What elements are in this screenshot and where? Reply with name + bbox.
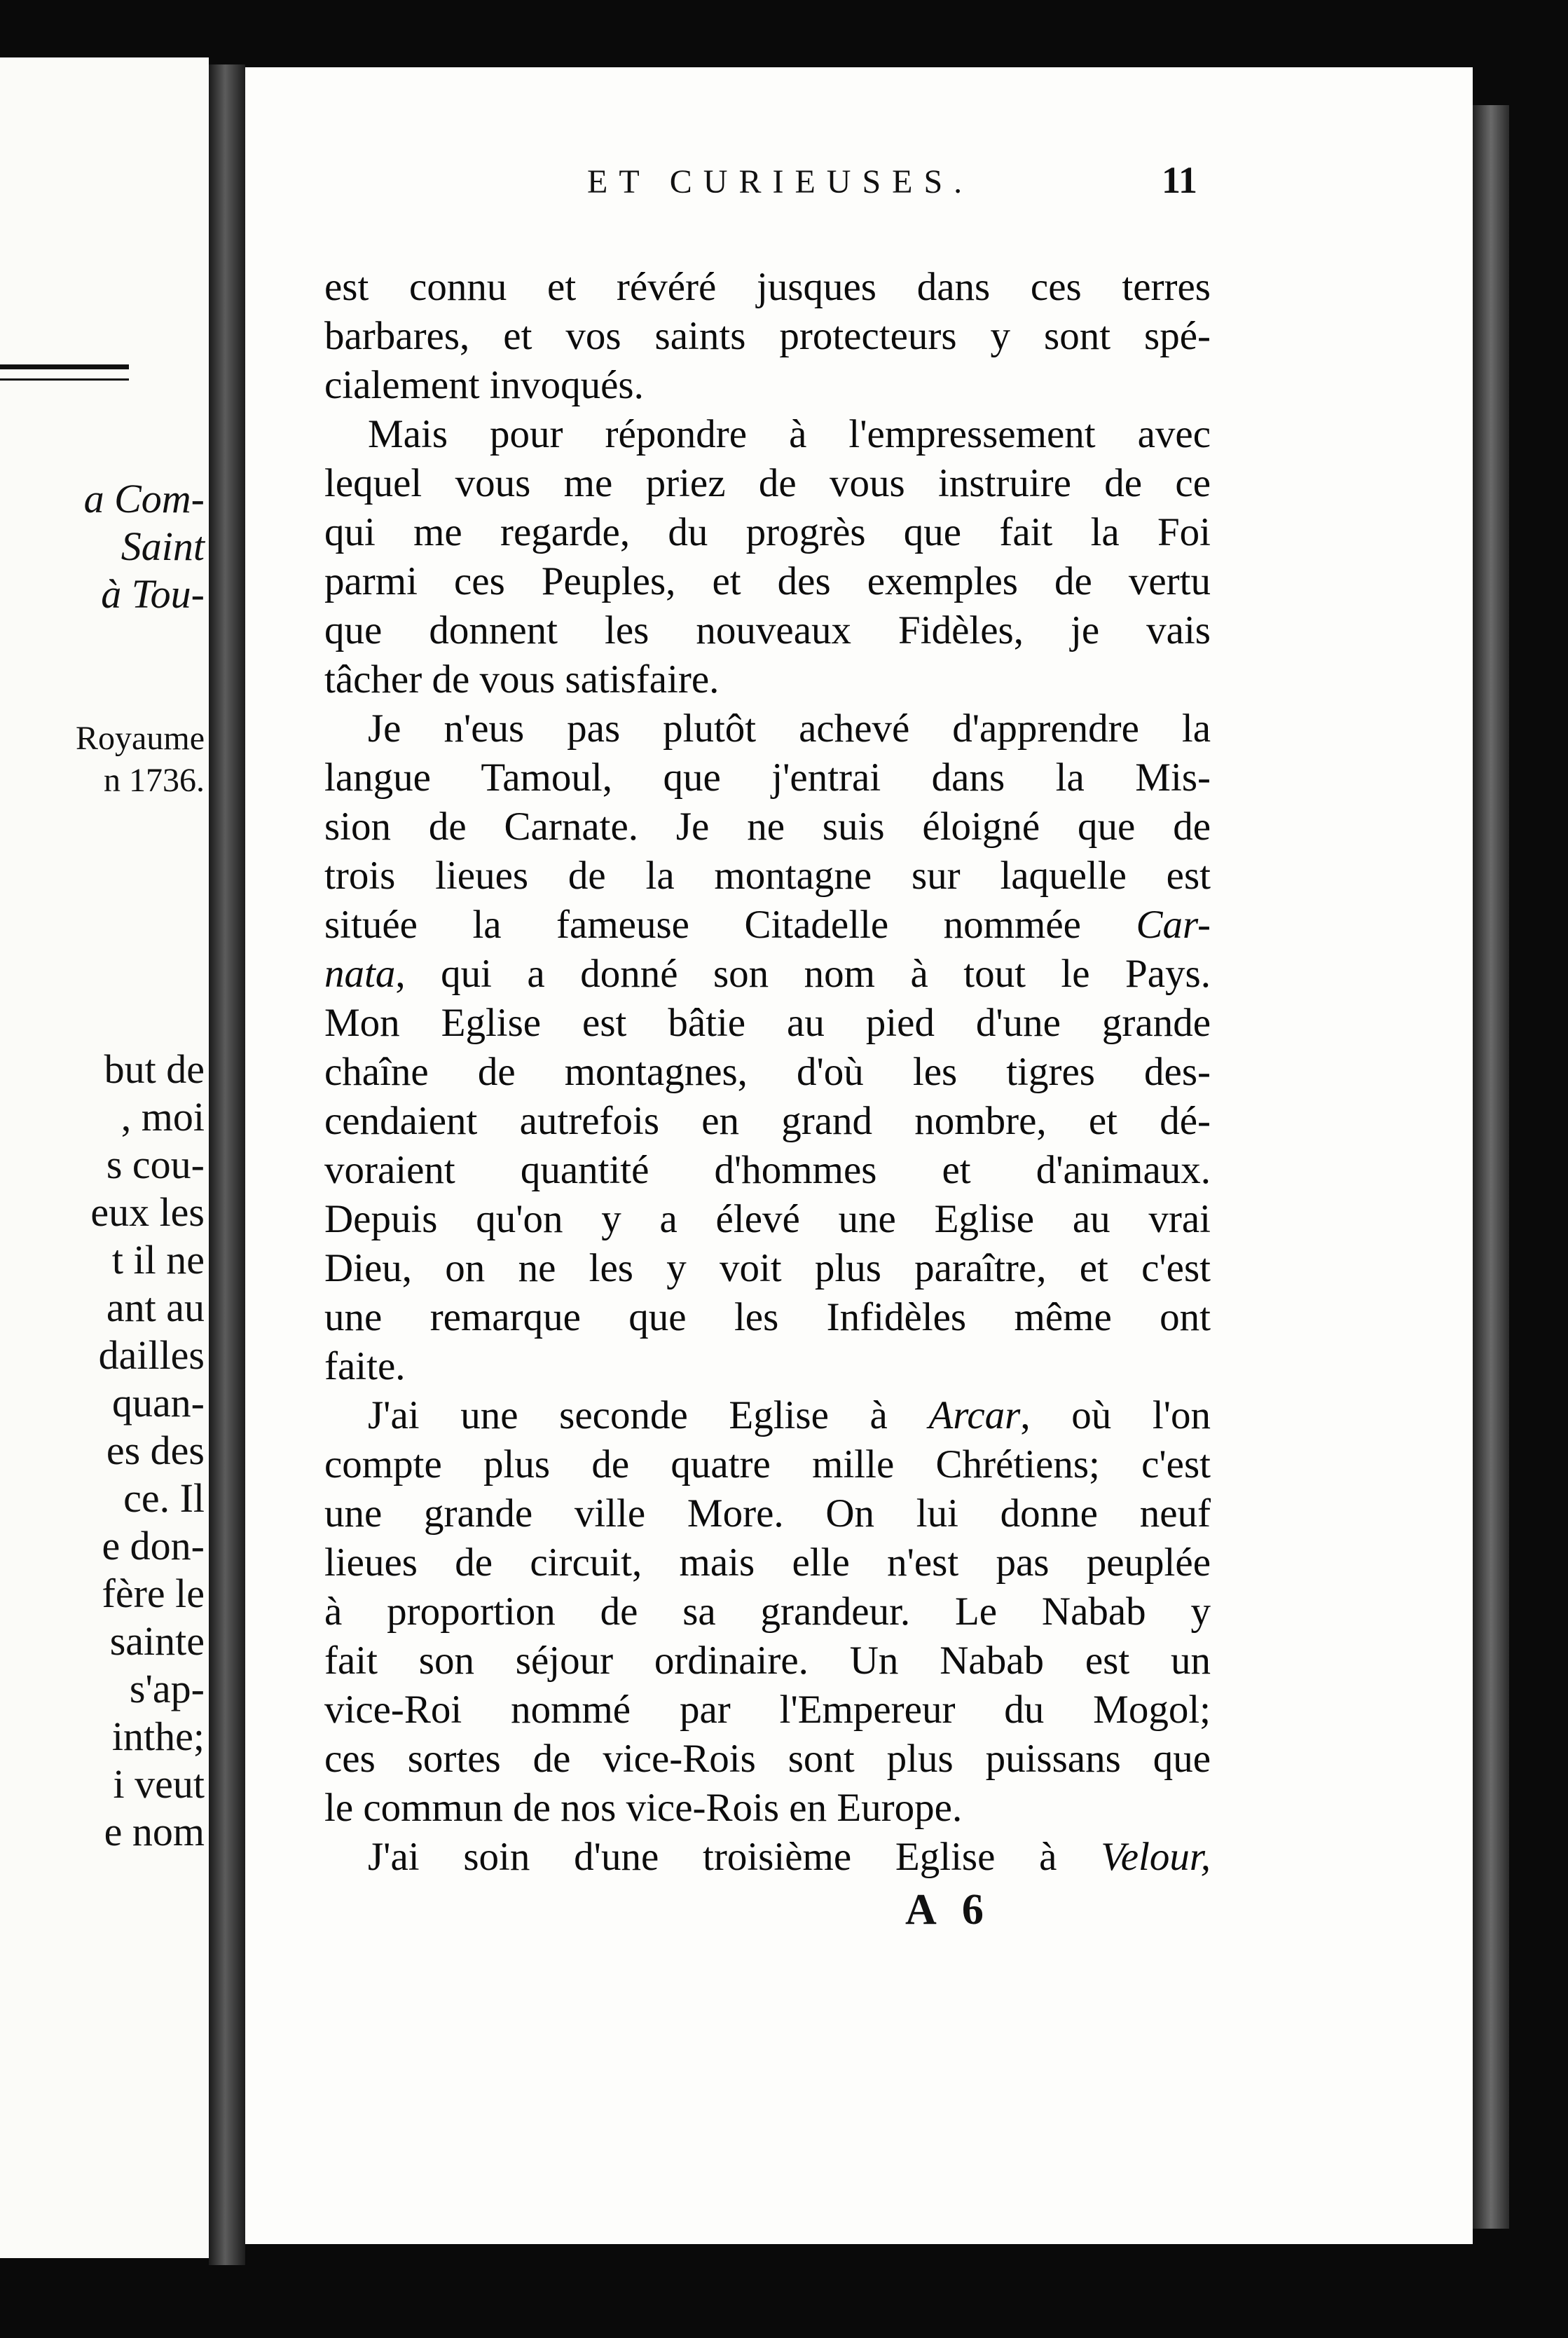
left-line: a Com- bbox=[83, 476, 205, 521]
left-line: s cou- bbox=[106, 1142, 205, 1187]
text-line: barbares, et vos saints protecteurs y sont spé- bbox=[324, 314, 1211, 358]
text-line: voraient quantité d'hommes et d'animaux. bbox=[324, 1148, 1211, 1192]
text-line: cendaient autrefois en grand nombre, et dé- bbox=[324, 1099, 1211, 1143]
text-line: à proportion de sa grandeur. Le Nabab y bbox=[324, 1590, 1211, 1634]
text-line: cialement invoqués. bbox=[324, 363, 644, 407]
left-line: ant au bbox=[106, 1285, 205, 1330]
running-head: ET CURIEUSES. bbox=[587, 163, 974, 200]
page-edge-shadow bbox=[1473, 105, 1509, 2229]
text-line: tâcher de vous satisfaire. bbox=[324, 657, 720, 702]
text-line: trois lieues de la montagne sur laquelle est bbox=[324, 854, 1211, 898]
text-line: J'ai une seconde Eglise à Arcar, où l'on bbox=[368, 1393, 1211, 1437]
left-line: à Tou- bbox=[101, 571, 205, 617]
previous-page-fragment bbox=[0, 57, 209, 2258]
text-line: Mon Eglise est bâtie au pied d'une grande bbox=[324, 1001, 1211, 1045]
text-line: une grande ville More. On lui donne neuf bbox=[324, 1491, 1211, 1536]
left-line: fère le bbox=[102, 1571, 205, 1616]
text-line: est connu et révéré jusques dans ces terres bbox=[324, 265, 1211, 309]
text-line: lieues de circuit, mais elle n'est pas peuplée bbox=[324, 1540, 1211, 1585]
text-line: Depuis qu'on y a élevé une Eglise au vrai bbox=[324, 1197, 1211, 1241]
text-line: située la fameuse Citadelle nommée Car- bbox=[324, 903, 1211, 947]
left-line: n 1736. bbox=[104, 762, 205, 799]
left-line: dailles bbox=[98, 1332, 205, 1378]
text-line: compte plus de quatre mille Chrétiens; c'est bbox=[324, 1442, 1211, 1486]
left-line: Saint bbox=[121, 524, 205, 569]
text-line: sion de Carnate. Je ne suis éloigné que de bbox=[324, 805, 1211, 849]
text-line: vice-Roi nommé par l'Empereur du Mogol; bbox=[324, 1688, 1211, 1732]
left-line: ce. Il bbox=[123, 1475, 205, 1521]
text-line: Je n'eus pas plutôt achevé d'apprendre la bbox=[368, 706, 1211, 751]
left-line: Royaume bbox=[76, 720, 205, 757]
left-line: s'ap- bbox=[129, 1666, 205, 1711]
body-text bbox=[324, 263, 1211, 1882]
left-line: sainte bbox=[109, 1618, 205, 1664]
page-number: 11 bbox=[1162, 159, 1198, 201]
text-line: faite. bbox=[324, 1344, 406, 1388]
text-line: une remarque que les Infidèles même ont bbox=[324, 1295, 1211, 1339]
text-line: Dieu, on ne les y voit plus paraître, et c'est bbox=[324, 1246, 1211, 1290]
text-line: qui me regarde, du progrès que fait la Foi bbox=[324, 510, 1211, 554]
text-line: que donnent les nouveaux Fidèles, je vais bbox=[324, 608, 1211, 652]
left-line: es des bbox=[106, 1428, 205, 1473]
text-line: Mais pour répondre à l'empressement avec bbox=[368, 412, 1211, 456]
left-line: eux les bbox=[90, 1189, 205, 1235]
signature-mark: A 6 bbox=[905, 1886, 992, 1934]
text-line: ces sortes de vice-Rois sont plus puissans que bbox=[324, 1737, 1211, 1781]
text-line: le commun de nos vice-Rois en Europe. bbox=[324, 1786, 963, 1830]
left-line: , moi bbox=[121, 1094, 205, 1140]
ornamental-rule-thick bbox=[0, 364, 129, 369]
left-line: e don- bbox=[102, 1523, 205, 1568]
left-line: quan- bbox=[111, 1380, 205, 1426]
text-line: langue Tamoul, que j'entrai dans la Mis- bbox=[324, 756, 1211, 800]
text-line: parmi ces Peuples, et des exemples de vertu bbox=[324, 559, 1211, 603]
ornamental-rule-thin bbox=[0, 378, 129, 381]
text-line: fait son séjour ordinaire. Un Nabab est un bbox=[324, 1639, 1211, 1683]
left-line: but de bbox=[104, 1046, 205, 1092]
left-line: t il ne bbox=[111, 1237, 205, 1283]
text-line: lequel vous me priez de vous instruire de ce bbox=[324, 461, 1211, 505]
text-line: J'ai soin d'une troisième Eglise à Velour, bbox=[368, 1835, 1211, 1879]
book-gutter bbox=[209, 64, 245, 2265]
text-line: chaîne de montagnes, d'où les tigres des- bbox=[324, 1050, 1211, 1094]
text-line: nata, qui a donné son nom à tout le Pays. bbox=[324, 952, 1211, 996]
left-line: i veut bbox=[113, 1761, 205, 1807]
left-line: e nom bbox=[104, 1809, 205, 1854]
left-line: inthe; bbox=[111, 1714, 205, 1759]
